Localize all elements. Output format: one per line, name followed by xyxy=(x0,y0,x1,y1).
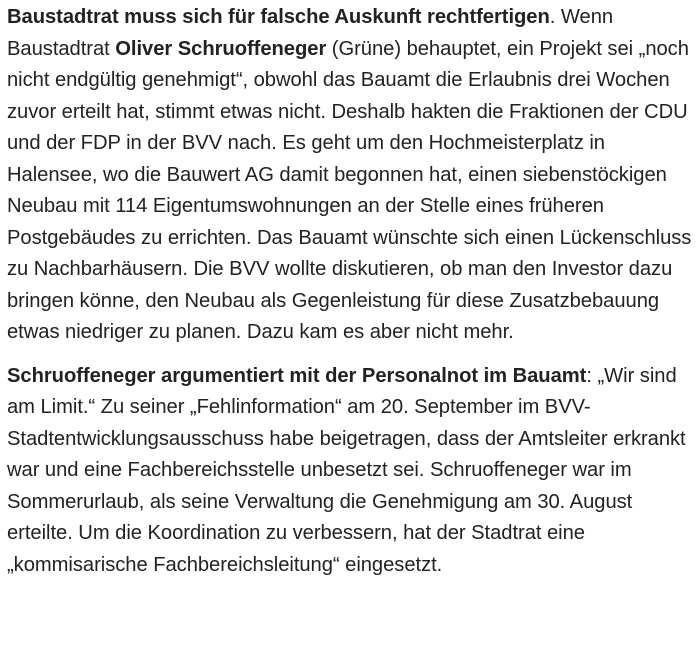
person-name: Oliver Schruoffeneger xyxy=(115,37,327,60)
paragraph-2-lead: Schruoffeneger argumentiert mit der Personalnot im Bauamt xyxy=(7,364,587,387)
paragraph-2 xyxy=(7,361,694,582)
paragraph-1-text-a: . Wenn Baustadtrat xyxy=(7,6,614,60)
paragraph-1-lead: Baustadtrat muss sich für falsche Auskunft rechtfertigen xyxy=(7,6,550,28)
paragraph-1-text-b: (Grüne) behauptet, ein Projekt sei „noch nicht endgültig genehmigt“, obwohl das Bauamt die Erlaubnis drei Wochen zuvor erteilt hat, stimmt etwas nicht. Deshalb hakten die Fraktionen der CDU und der FDP in der BVV nach. Es geht um den Hochmeisterplatz in Halensee, wo die Bauwert AG damit begonnen hat, einen siebenstöckigen Neubau mit 114 Eigentumswohnungen an der Stelle eines früheren Postgebäudes zu errichten. Das Bauamt wünschte sich einen Lückenschluss zu Nachbarhäusern. Die BVV wollte diskutieren, ob man den Investor dazu bringen könne, den Neubau als Gegenleistung für diese Zusatzbebauung etwas niedriger zu planen. Dazu kam es aber nicht mehr. xyxy=(7,37,692,343)
paragraph-2-text: : „Wir sind am Limit.“ Zu seiner „Fehlinformation“ am 20. September im BVV-Stadtentwicklungsausschuss habe beigetragen, dass der Amtsleiter erkrankt war und eine Fachbereichsstelle unbesetzt sei. Schruoffeneger war im Sommerurlaub, als seine Verwaltung die Genehmigung am 30. August erteilte. Um die Koordination zu verbessern, hat der Stadtrat eine „kommisarische Fachbereichsleitung“ eingesetzt. xyxy=(7,364,686,576)
paragraph-1 xyxy=(7,2,694,349)
